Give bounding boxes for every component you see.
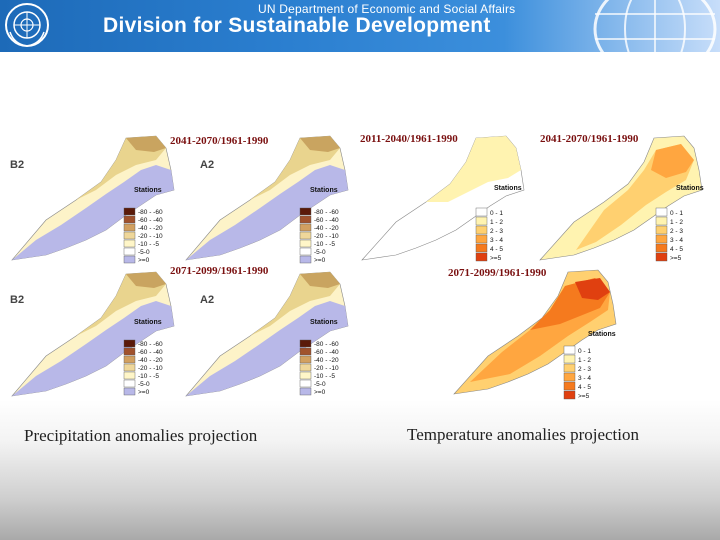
label-a2-bottom: A2 bbox=[200, 294, 215, 306]
legend-label: -20 - -10 bbox=[138, 365, 163, 372]
legend-swatch bbox=[300, 380, 311, 387]
legend-label: 0 - 1 bbox=[670, 210, 684, 217]
legend-label: -80 - -60 bbox=[314, 209, 339, 216]
legend-swatch bbox=[300, 356, 311, 363]
precip-period-bottom: 2071-2099/1961-1990 bbox=[170, 265, 269, 277]
legend-label: -40 - -20 bbox=[314, 225, 339, 232]
temp-legend-1 bbox=[476, 208, 503, 262]
legend-swatch bbox=[656, 235, 667, 243]
legend-label: -80 - -60 bbox=[314, 341, 339, 348]
legend-label: -40 - -20 bbox=[138, 357, 163, 364]
legend-label: -80 - -60 bbox=[138, 209, 163, 216]
legend-swatch bbox=[124, 388, 135, 395]
stations-label: Stations bbox=[310, 187, 338, 194]
legend-label: 3 - 4 bbox=[670, 237, 684, 244]
legend-label: -5-0 bbox=[138, 381, 150, 388]
stations-label: Stations bbox=[134, 319, 162, 326]
label-a2-top: A2 bbox=[200, 159, 215, 171]
legend-label: 4 - 5 bbox=[578, 384, 592, 391]
legend-swatch bbox=[124, 256, 135, 263]
legend-swatch bbox=[656, 253, 667, 261]
label-b2-top: B2 bbox=[10, 159, 25, 171]
legend-swatch bbox=[300, 248, 311, 255]
legend-label: 4 - 5 bbox=[670, 246, 684, 253]
legend-swatch bbox=[124, 248, 135, 255]
legend-label: -60 - -40 bbox=[314, 349, 339, 356]
legend-swatch bbox=[656, 217, 667, 225]
legend-swatch bbox=[476, 217, 487, 225]
legend-label: >=5 bbox=[670, 255, 682, 262]
legend-swatch bbox=[564, 364, 575, 372]
legend-label: >=5 bbox=[490, 255, 502, 262]
legend-label: 3 - 4 bbox=[578, 375, 592, 382]
legend-swatch bbox=[564, 346, 575, 354]
legend-label: >=0 bbox=[314, 257, 326, 264]
legend-swatch bbox=[124, 224, 135, 231]
legend-label: -10 - -5 bbox=[138, 241, 159, 248]
legend-swatch bbox=[564, 373, 575, 381]
legend-swatch bbox=[656, 244, 667, 252]
legend-swatch bbox=[124, 364, 135, 371]
precip-period-top: 2041-2070/1961-1990 bbox=[170, 135, 269, 147]
legend-swatch bbox=[476, 208, 487, 216]
legend-label: -60 - -40 bbox=[138, 349, 163, 356]
legend-label: 1 - 2 bbox=[490, 219, 504, 226]
temp-legend-3 bbox=[564, 346, 591, 400]
legend-swatch bbox=[124, 348, 135, 355]
legend-label: -5-0 bbox=[138, 249, 150, 256]
stations-label: Stations bbox=[494, 185, 522, 192]
temperature-maps bbox=[358, 128, 720, 400]
legend-label: >=0 bbox=[314, 389, 326, 396]
legend-swatch bbox=[300, 240, 311, 247]
legend-label: -10 - -5 bbox=[314, 373, 335, 380]
legend-label: -80 - -60 bbox=[138, 341, 163, 348]
legend-swatch bbox=[124, 216, 135, 223]
precipitation-caption: Precipitation anomalies projection bbox=[24, 426, 258, 445]
legend-label: -20 - -10 bbox=[314, 365, 339, 372]
header-banner bbox=[0, 0, 720, 52]
legend-swatch bbox=[300, 232, 311, 239]
legend-swatch bbox=[124, 240, 135, 247]
legend-swatch bbox=[564, 391, 575, 399]
legend-label: 2 - 3 bbox=[490, 228, 504, 235]
legend-swatch bbox=[300, 216, 311, 223]
legend-label: 4 - 5 bbox=[490, 246, 504, 253]
temp-period-1: 2011-2040/1961-1990 bbox=[360, 133, 458, 145]
legend-swatch bbox=[300, 364, 311, 371]
legend-swatch bbox=[124, 380, 135, 387]
legend-label: -5-0 bbox=[314, 381, 326, 388]
legend-swatch bbox=[124, 372, 135, 379]
legend-label: 3 - 4 bbox=[490, 237, 504, 244]
stations-label: Stations bbox=[134, 187, 162, 194]
legend-label: -10 - -5 bbox=[314, 241, 335, 248]
legend-swatch bbox=[476, 253, 487, 261]
legend-label: -5-0 bbox=[314, 249, 326, 256]
legend-swatch bbox=[124, 340, 135, 347]
legend-label: >=0 bbox=[138, 389, 150, 396]
temp-period-2: 2041-2070/1961-1990 bbox=[540, 133, 639, 145]
precipitation-maps bbox=[4, 128, 356, 400]
legend-label: -20 - -10 bbox=[138, 233, 163, 240]
temp-period-3: 2071-2099/1961-1990 bbox=[448, 267, 547, 279]
legend-label: -10 - -5 bbox=[138, 373, 159, 380]
legend-label: -40 - -20 bbox=[314, 357, 339, 364]
legend-label: 1 - 2 bbox=[578, 357, 592, 364]
legend-label: -60 - -40 bbox=[314, 217, 339, 224]
legend-swatch bbox=[300, 224, 311, 231]
footer-gradient bbox=[0, 400, 720, 540]
legend-swatch bbox=[564, 355, 575, 363]
legend-swatch bbox=[124, 356, 135, 363]
legend-label: -60 - -40 bbox=[138, 217, 163, 224]
label-b2-bottom: B2 bbox=[10, 294, 25, 306]
stations-label: Stations bbox=[310, 319, 338, 326]
legend-swatch bbox=[476, 226, 487, 234]
globe-graphic-icon bbox=[560, 0, 720, 52]
legend-label: -40 - -20 bbox=[138, 225, 163, 232]
legend-label: 2 - 3 bbox=[578, 366, 592, 373]
temperature-caption: Temperature anomalies projection bbox=[407, 425, 639, 444]
stations-label: Stations bbox=[588, 331, 616, 338]
temp-legend-2 bbox=[656, 208, 683, 262]
legend-swatch bbox=[300, 256, 311, 263]
legend-label: 0 - 1 bbox=[490, 210, 504, 217]
legend-swatch bbox=[300, 208, 311, 215]
legend-swatch bbox=[564, 382, 575, 390]
legend-swatch bbox=[124, 208, 135, 215]
division-title: Division for Sustainable Development bbox=[103, 14, 491, 37]
legend-label: -20 - -10 bbox=[314, 233, 339, 240]
legend-label: >=0 bbox=[138, 257, 150, 264]
legend-label: 1 - 2 bbox=[670, 219, 684, 226]
legend-swatch bbox=[300, 340, 311, 347]
legend-swatch bbox=[300, 372, 311, 379]
legend-label: >=5 bbox=[578, 393, 590, 400]
legend-swatch bbox=[476, 244, 487, 252]
legend-label: 2 - 3 bbox=[670, 228, 684, 235]
legend-swatch bbox=[300, 348, 311, 355]
legend-swatch bbox=[300, 388, 311, 395]
un-emblem-icon bbox=[4, 2, 50, 48]
legend-swatch bbox=[656, 226, 667, 234]
legend-label: 0 - 1 bbox=[578, 348, 592, 355]
stations-label: Stations bbox=[676, 185, 704, 192]
legend-swatch bbox=[124, 232, 135, 239]
department-name: UN Department of Economic and Social Affairs bbox=[258, 2, 516, 16]
legend-swatch bbox=[476, 235, 487, 243]
legend-swatch bbox=[656, 208, 667, 216]
